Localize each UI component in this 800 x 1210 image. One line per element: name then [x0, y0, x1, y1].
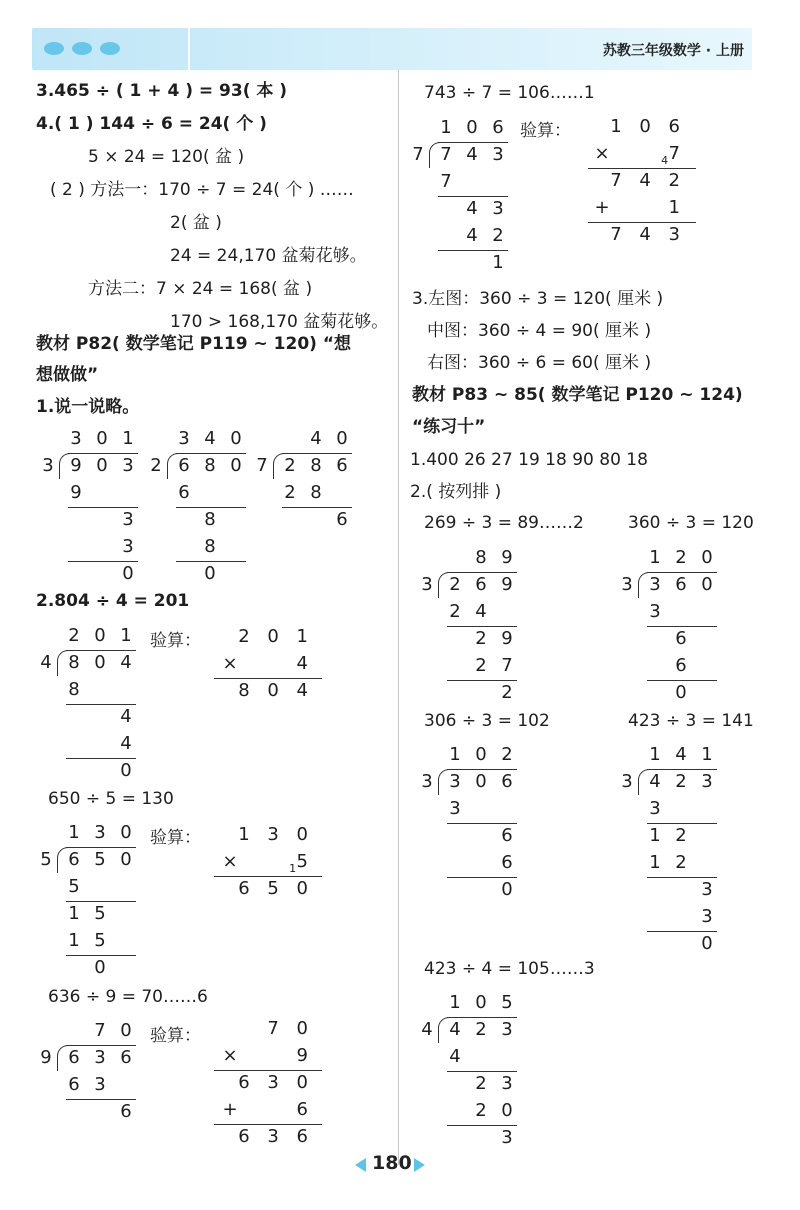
page-number: 180	[372, 1152, 412, 1174]
check-digit: 0	[267, 626, 279, 647]
divisor: 3	[621, 771, 633, 792]
division-digit: 6	[120, 1101, 132, 1122]
check-digit: 7	[610, 170, 622, 191]
quotient-digit: 0	[120, 1020, 132, 1041]
answer-2: 2.804 ÷ 4 = 201	[36, 591, 190, 611]
division-digit: 9	[501, 628, 513, 649]
quotient-digit: 2	[675, 547, 687, 568]
division-bracket	[638, 572, 649, 598]
division-digit: 7	[440, 144, 452, 165]
division-digit: 7	[440, 171, 452, 192]
equation: 636 ÷ 9 = 70……6	[48, 987, 208, 1007]
division-digit: 3	[501, 1019, 513, 1040]
divisor: 3	[621, 574, 633, 595]
check-digit: 3	[267, 1072, 279, 1093]
plus-sign: +	[594, 197, 610, 218]
division-bar	[282, 453, 352, 454]
quotient-digit: 9	[501, 547, 513, 568]
division-digit: 0	[94, 652, 106, 673]
division-bracket	[57, 847, 68, 873]
division-digit: 2	[675, 825, 687, 846]
division-bar	[447, 572, 517, 573]
division-digit: 0	[501, 1100, 513, 1121]
check-digit: 0	[296, 1018, 308, 1039]
check-label: 验算：	[150, 631, 201, 651]
division-digit: 2	[675, 771, 687, 792]
answer-4-2: ( 2 ) 方法一：170 ÷ 7 = 24( 个 ) ……	[50, 180, 354, 200]
answer-line: 2( 盆 )	[170, 213, 222, 233]
division-digit: 6	[120, 1047, 132, 1068]
header-dot	[44, 42, 64, 55]
divisor: 3	[42, 455, 54, 476]
division-bracket	[59, 453, 70, 479]
check-digit: 7	[267, 1018, 279, 1039]
quotient-digit: 4	[204, 428, 216, 449]
division-digit: 3	[649, 798, 661, 819]
division-digit: 3	[501, 1073, 513, 1094]
division-bar	[647, 769, 717, 770]
quotient-digit: 1	[440, 117, 452, 138]
division-digit: 6	[675, 628, 687, 649]
quotient-digit: 1	[449, 992, 461, 1013]
answer-3-right: 右图：360 ÷ 6 = 60( 厘米 )	[427, 353, 652, 373]
division-digit: 3	[94, 1047, 106, 1068]
division-digit: 5	[94, 849, 106, 870]
division-bar	[176, 453, 246, 454]
division-digit: 0	[701, 933, 713, 954]
equation: 269 ÷ 3 = 89……2	[424, 513, 584, 533]
divisor: 2	[150, 455, 162, 476]
divisor: 5	[40, 849, 52, 870]
division-digit: 3	[649, 574, 661, 595]
answer-line: 170 > 168,170 盆菊花够。	[170, 312, 389, 332]
answer-3: 3.465 ÷ ( 1 + 4 ) = 93( 本 )	[36, 81, 288, 101]
division-digit: 4	[120, 733, 132, 754]
header-divider	[188, 28, 190, 70]
division-digit: 4	[649, 771, 661, 792]
division-digit: 0	[701, 574, 713, 595]
division-digit: 6	[178, 455, 190, 476]
quotient-digit: 1	[649, 744, 661, 765]
check-digit: 4	[639, 170, 651, 191]
division-digit: 8	[310, 455, 322, 476]
division-digit: 4	[466, 144, 478, 165]
division-digit: 3	[94, 1074, 106, 1095]
quotient-digit: 3	[94, 822, 106, 843]
division-digit: 1	[649, 852, 661, 873]
division-digit: 0	[94, 957, 106, 978]
division-digit: 2	[284, 482, 296, 503]
division-bracket	[429, 142, 440, 168]
section-heading: 想做做”	[36, 365, 99, 385]
quotient-digit: 3	[178, 428, 190, 449]
division-digit: 2	[492, 225, 504, 246]
check-digit: 3	[267, 824, 279, 845]
division-bracket	[638, 769, 649, 795]
answer-line: 24 = 24,170 盆菊花够。	[170, 246, 367, 266]
answer-line: 5 × 24 = 120( 盆 )	[88, 147, 245, 167]
equation: 360 ÷ 3 = 120	[628, 513, 754, 533]
equation: 650 ÷ 5 = 130	[48, 789, 174, 809]
division-digit: 2	[475, 1100, 487, 1121]
division-digit: 3	[122, 536, 134, 557]
division-digit: 3	[449, 798, 461, 819]
division-digit: 3	[649, 601, 661, 622]
divisor: 3	[421, 771, 433, 792]
quotient-digit: 1	[701, 744, 713, 765]
next-arrow-icon	[414, 1158, 425, 1172]
check-digit: 0	[296, 824, 308, 845]
check-digit: 0	[267, 680, 279, 701]
division-digit: 0	[475, 771, 487, 792]
divisor: 4	[40, 652, 52, 673]
check-digit: 4	[639, 224, 651, 245]
quotient-digit: 7	[94, 1020, 106, 1041]
quotient-digit: 0	[336, 428, 348, 449]
division-digit: 5	[94, 930, 106, 951]
division-bracket	[167, 453, 178, 479]
division-digit: 0	[122, 563, 134, 584]
division-digit: 0	[120, 760, 132, 781]
division-bar	[447, 1017, 517, 1018]
header-dot	[72, 42, 92, 55]
division-bracket	[57, 650, 68, 676]
quotient-digit: 1	[68, 822, 80, 843]
division-digit: 8	[204, 536, 216, 557]
division-digit: 4	[475, 601, 487, 622]
quotient-digit: 0	[94, 625, 106, 646]
answer-3-left: 3.左图：360 ÷ 3 = 120( 厘米 )	[412, 289, 664, 309]
check-label: 验算：	[150, 828, 201, 848]
division-digit: 3	[501, 1127, 513, 1148]
quotient-digit: 2	[68, 625, 80, 646]
divisor: 3	[421, 574, 433, 595]
division-digit: 6	[68, 1047, 80, 1068]
answer-4-1: 4.( 1 ) 144 ÷ 6 = 24( 个 )	[36, 114, 267, 134]
division-digit: 4	[120, 706, 132, 727]
check-digit: 4	[296, 653, 308, 674]
division-digit: 2	[284, 455, 296, 476]
division-digit: 2	[475, 628, 487, 649]
divisor: 7	[412, 144, 424, 165]
quotient-digit: 0	[230, 428, 242, 449]
division-digit: 4	[466, 225, 478, 246]
division-digit: 0	[204, 563, 216, 584]
carry-digit: 1	[289, 862, 297, 875]
answer-list: 1.400 26 27 19 18 90 80 18	[410, 450, 648, 470]
check-digit: 1	[296, 626, 308, 647]
division-digit: 4	[449, 1046, 461, 1067]
division-digit: 6	[178, 482, 190, 503]
division-digit: 4	[466, 198, 478, 219]
division-digit: 0	[501, 879, 513, 900]
quotient-digit: 1	[649, 547, 661, 568]
division-digit: 8	[204, 455, 216, 476]
division-digit: 1	[68, 930, 80, 951]
quotient-digit: 8	[475, 547, 487, 568]
division-digit: 6	[675, 574, 687, 595]
section-heading: 教材 P82( 数学笔记 P119 ~ 120) “想	[36, 334, 352, 354]
answer-line: 方法二：7 × 24 = 168( 盆 )	[88, 279, 313, 299]
check-digit: 5	[267, 878, 279, 899]
check-digit: 6	[238, 1126, 250, 1147]
quotient-digit: 1	[122, 428, 134, 449]
division-digit: 3	[122, 455, 134, 476]
check-digit: 6	[238, 878, 250, 899]
division-bar	[66, 650, 136, 651]
division-digit: 2	[449, 601, 461, 622]
division-digit: 3	[701, 879, 713, 900]
division-bar	[66, 847, 136, 848]
quotient-digit: 4	[310, 428, 322, 449]
check-digit: 4	[296, 680, 308, 701]
check-digit: 5	[296, 851, 308, 872]
check-digit: 3	[267, 1126, 279, 1147]
division-digit: 6	[336, 509, 348, 530]
check-digit: 6	[238, 1072, 250, 1093]
plus-sign: +	[222, 1099, 238, 1120]
quotient-digit: 2	[501, 744, 513, 765]
quotient-digit: 1	[120, 625, 132, 646]
check-digit: 1	[610, 116, 622, 137]
check-digit: 7	[610, 224, 622, 245]
check-digit: 2	[668, 170, 680, 191]
quotient-digit: 0	[475, 992, 487, 1013]
division-digit: 6	[68, 1074, 80, 1095]
equation: 306 ÷ 3 = 102	[424, 711, 550, 731]
check-digit: 9	[296, 1045, 308, 1066]
prev-arrow-icon	[355, 1158, 366, 1172]
division-digit: 0	[230, 455, 242, 476]
division-digit: 6	[336, 455, 348, 476]
division-digit: 6	[501, 825, 513, 846]
division-digit: 8	[310, 482, 322, 503]
check-digit: 6	[668, 116, 680, 137]
division-bar	[647, 572, 717, 573]
times-sign: ×	[222, 653, 238, 674]
division-digit: 8	[68, 679, 80, 700]
check-label: 验算：	[150, 1026, 201, 1046]
quotient-digit: 0	[120, 822, 132, 843]
division-digit: 2	[475, 655, 487, 676]
times-sign: ×	[222, 1045, 238, 1066]
check-digit: 1	[668, 197, 680, 218]
times-sign: ×	[594, 143, 610, 164]
check-digit: 8	[238, 680, 250, 701]
quotient-digit: 0	[96, 428, 108, 449]
quotient-digit: 6	[492, 117, 504, 138]
division-digit: 3	[449, 771, 461, 792]
division-bracket	[57, 1045, 68, 1071]
header-dot	[100, 42, 120, 55]
division-digit: 5	[94, 903, 106, 924]
quotient-digit: 0	[466, 117, 478, 138]
check-digit: 0	[296, 878, 308, 899]
check-digit: 2	[238, 626, 250, 647]
quotient-digit: 5	[501, 992, 513, 1013]
times-sign: ×	[222, 851, 238, 872]
division-digit: 2	[475, 1019, 487, 1040]
division-bracket	[273, 453, 284, 479]
section-heading: “练习十”	[412, 417, 486, 437]
division-digit: 0	[120, 849, 132, 870]
division-digit: 9	[70, 482, 82, 503]
divisor: 4	[421, 1019, 433, 1040]
division-digit: 4	[120, 652, 132, 673]
division-digit: 2	[449, 574, 461, 595]
equation: 423 ÷ 4 = 105……3	[424, 959, 595, 979]
division-bracket	[438, 1017, 449, 1043]
carry-digit: 4	[661, 154, 669, 167]
division-digit: 1	[492, 252, 504, 273]
equation: 423 ÷ 3 = 141	[628, 711, 754, 731]
division-digit: 0	[675, 682, 687, 703]
division-digit: 3	[701, 771, 713, 792]
equation: 743 ÷ 7 = 106……1	[424, 83, 595, 103]
divisor: 9	[40, 1047, 52, 1068]
division-digit: 5	[68, 876, 80, 897]
division-digit: 9	[70, 455, 82, 476]
division-bracket	[438, 769, 449, 795]
division-digit: 3	[701, 906, 713, 927]
division-bracket	[438, 572, 449, 598]
division-digit: 2	[501, 682, 513, 703]
check-digit: 3	[668, 224, 680, 245]
division-digit: 8	[68, 652, 80, 673]
check-digit: 0	[639, 116, 651, 137]
division-bar	[438, 142, 508, 143]
quotient-digit: 0	[475, 744, 487, 765]
quotient-digit: 4	[675, 744, 687, 765]
division-digit: 2	[475, 1073, 487, 1094]
check-label: 验算：	[520, 121, 571, 141]
quotient-digit: 3	[70, 428, 82, 449]
division-digit: 9	[501, 574, 513, 595]
division-digit: 1	[649, 825, 661, 846]
quotient-digit: 0	[701, 547, 713, 568]
answer-3-middle: 中图：360 ÷ 4 = 90( 厘米 )	[427, 321, 652, 341]
division-digit: 2	[675, 852, 687, 873]
division-digit: 7	[501, 655, 513, 676]
division-digit: 4	[449, 1019, 461, 1040]
division-bar	[447, 769, 517, 770]
book-title: 苏教三年级数学 · 上册	[602, 43, 744, 59]
division-digit: 1	[68, 903, 80, 924]
divisor: 7	[256, 455, 268, 476]
division-digit: 6	[501, 852, 513, 873]
division-bar	[68, 453, 138, 454]
section-heading: 教材 P83 ~ 85( 数学笔记 P120 ~ 124)	[412, 385, 743, 405]
quotient-digit: 1	[449, 744, 461, 765]
division-bar	[66, 1045, 136, 1046]
check-digit: 0	[296, 1072, 308, 1093]
answer-2-note: 2.( 按列排 )	[410, 482, 502, 502]
division-digit: 6	[68, 849, 80, 870]
division-digit: 0	[96, 455, 108, 476]
check-digit: 7	[668, 143, 680, 164]
division-digit: 6	[501, 771, 513, 792]
division-digit: 3	[492, 198, 504, 219]
division-digit: 6	[675, 655, 687, 676]
check-digit: 6	[296, 1126, 308, 1147]
division-digit: 6	[475, 574, 487, 595]
check-digit: 6	[296, 1099, 308, 1120]
division-digit: 8	[204, 509, 216, 530]
column-divider	[398, 70, 399, 1165]
check-digit: 1	[238, 824, 250, 845]
division-digit: 3	[122, 509, 134, 530]
division-digit: 3	[492, 144, 504, 165]
answer-1: 1.说一说略。	[36, 397, 140, 417]
